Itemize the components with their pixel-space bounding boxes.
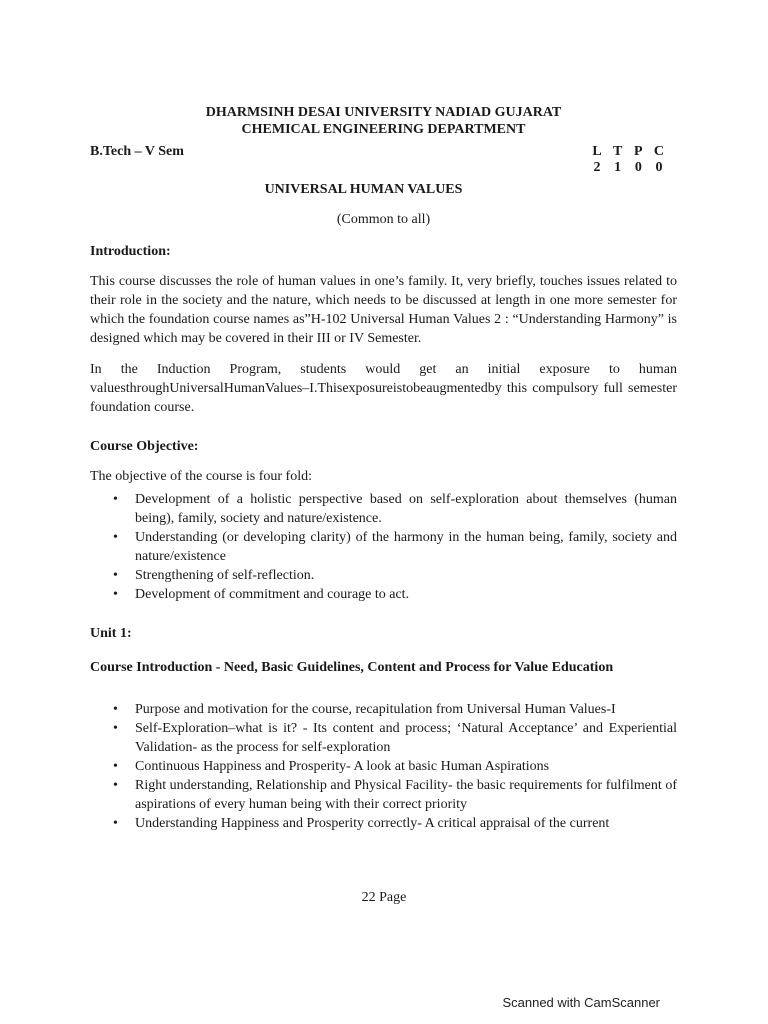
bullet-icon: • xyxy=(113,759,118,774)
objective-intro: The objective of the course is four fold: xyxy=(90,469,312,484)
objective-item-text: Development of commitment and courage to act. xyxy=(135,587,410,602)
unit-item-text: Self-Exploration–what is it? - Its content and process; ‘Natural Acceptance’ and Experiential Validation- as the process for self-exploration xyxy=(135,721,677,755)
bullet-icon: • xyxy=(113,816,118,831)
list-item xyxy=(110,719,677,757)
introduction-paragraph-1: This course discusses the role of human values in one’s family. It, very briefly, touches issues related to their role in the society and the nature, which needs to be discussed at length in one more semester for which the foundation course names as”H-102 Universal Human Values 2 : “Understanding Harmony” is designed which may be covered in their III or IV Semester. xyxy=(90,274,677,346)
introduction-paragraph-2: In the Induction Program, students would get an initial exposure to human valuesthroughUniversalHumanValues–I.Thisexposureistobeaugmentedby this compulsory full semester foundation course. xyxy=(90,362,677,415)
bullet-icon: • xyxy=(113,721,118,736)
ltpc-label-l: L xyxy=(592,144,602,159)
unit-1-list xyxy=(90,700,677,833)
list-item xyxy=(110,490,677,528)
bullet-icon: • xyxy=(113,530,118,545)
page-number: 22 Page xyxy=(361,890,407,905)
course-title: UNIVERSAL HUMAN VALUES xyxy=(264,182,463,197)
objective-heading: Course Objective: xyxy=(90,439,199,454)
university-name: DHARMSINH DESAI UNIVERSITY NADIAD GUJARAT xyxy=(205,105,562,120)
unit-item-text: Continuous Happiness and Prosperity- A look at basic Human Aspirations xyxy=(135,759,550,774)
scanner-watermark: Scanned with CamScanner xyxy=(502,995,660,1010)
department-name: CHEMICAL ENGINEERING DEPARTMENT xyxy=(241,122,526,137)
introduction-heading: Introduction: xyxy=(90,244,171,259)
objective-list xyxy=(90,490,677,604)
ltpc-value-c: 0 xyxy=(655,160,663,175)
course-subtitle: (Common to all) xyxy=(336,212,431,227)
unit-1-title: Course Introduction - Need, Basic Guidelines, Content and Process for Value Education xyxy=(90,660,614,675)
ltpc-label-c: C xyxy=(653,144,665,159)
semester-label: B.Tech – V Sem xyxy=(90,144,184,159)
unit-item-text: Purpose and motivation for the course, recapitulation from Universal Human Values-I xyxy=(135,702,616,717)
unit-1-heading: Unit 1: xyxy=(90,626,132,641)
objective-item-text: Development of a holistic perspective based on self-exploration about themselves (human being), family, society and nature/existence. xyxy=(135,492,677,526)
bullet-icon: • xyxy=(113,702,118,717)
list-item xyxy=(110,566,677,585)
ltpc-values xyxy=(589,160,667,176)
objective-item-text: Understanding (or developing clarity) of the harmony in the human being, family, society and nature/existence xyxy=(135,530,677,564)
list-item xyxy=(110,700,677,719)
list-item xyxy=(110,814,677,833)
document-page xyxy=(90,104,677,833)
bullet-icon: • xyxy=(113,778,118,793)
ltpc-value-l: 2 xyxy=(593,160,601,175)
unit-item-text: Right understanding, Relationship and Physical Facility- the basic requirements for fulfilment of aspirations of every human being with their correct priority xyxy=(135,778,677,812)
ltpc-value-t: 1 xyxy=(614,160,622,175)
bullet-icon: • xyxy=(113,492,118,507)
list-item xyxy=(110,528,677,566)
list-item xyxy=(110,585,677,604)
ltpc-table xyxy=(589,144,667,176)
semester-row xyxy=(90,144,677,178)
list-item xyxy=(110,776,677,814)
bullet-icon: • xyxy=(113,568,118,583)
unit-item-text: Understanding Happiness and Prosperity correctly- A critical appraisal of the current xyxy=(135,816,610,831)
objective-item-text: Strengthening of self-reflection. xyxy=(135,568,315,583)
list-item xyxy=(110,757,677,776)
ltpc-value-p: 0 xyxy=(634,160,642,175)
ltpc-label-t: T xyxy=(612,144,623,159)
ltpc-label-p: P xyxy=(634,144,643,159)
ltpc-labels xyxy=(589,144,667,160)
bullet-icon: • xyxy=(113,587,118,602)
